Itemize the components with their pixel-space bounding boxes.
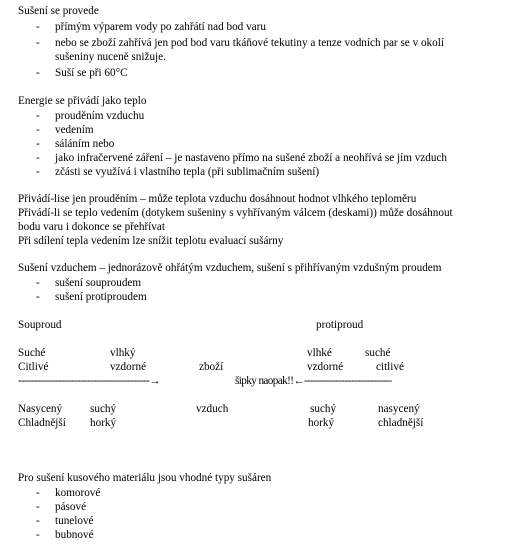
diagram-text: horký bbox=[90, 417, 117, 429]
paragraph-line: Přivádí-lise jen prouděním – může teplota vzduchu dosáhnout hodnot vlhkého teploměru bbox=[18, 193, 417, 205]
bullet-dash: - bbox=[36, 487, 40, 499]
list-item: zčásti se využívá i vlastního tepla (při sublimačním sušení) bbox=[55, 166, 320, 178]
section1-heading: Sušení se provede bbox=[18, 5, 99, 17]
list-item: nebo se zboží zahřívá jen pod bod varu tkáňové tekutiny a tenze vodních par se v okolí bbox=[55, 37, 444, 49]
list-item: tunelové bbox=[55, 515, 94, 527]
diagram-text: vzdorné bbox=[110, 361, 147, 373]
list-item: jako infračervené záření – je nastaveno přímo na sušené zboží a neohřívá se jím vzduch bbox=[55, 152, 448, 164]
list-item-continuation: sušeniny nuceně snižuje. bbox=[55, 51, 166, 63]
list-item: bubnové bbox=[55, 529, 94, 541]
diagram-text: chladnější bbox=[378, 417, 424, 429]
diagram-text: suchý bbox=[310, 403, 337, 415]
bullet-dash: - bbox=[36, 37, 40, 49]
diagram-text: vzduch bbox=[196, 403, 229, 415]
diagram-text: Nasycený bbox=[18, 403, 63, 415]
arrow-line-left: šipky naopak!!←---------------------------- bbox=[235, 375, 392, 387]
bullet-dash: - bbox=[36, 166, 40, 178]
paragraph-line: Při sdílení tepla vedením lze snížit teplotu evaluací sušárny bbox=[18, 235, 284, 247]
list-item: sušení protiproudem bbox=[55, 291, 147, 303]
diagram-text: vlhké bbox=[307, 347, 332, 359]
bullet-dash: - bbox=[36, 21, 40, 33]
diagram-text: zboží bbox=[199, 361, 224, 373]
section3-heading: Sušení vzduchem – jednorázově ohřátým vzduchem, sušení s přihřívaným vzdušným proudem bbox=[18, 262, 442, 274]
bullet-dash: - bbox=[36, 152, 40, 164]
diagram-text: nasycený bbox=[378, 403, 420, 415]
souproud-label: Souproud bbox=[18, 319, 62, 331]
bullet-dash: - bbox=[36, 501, 40, 513]
bullet-dash: - bbox=[36, 529, 40, 541]
list-item: vedením bbox=[55, 124, 94, 136]
list-item: prouděním vzduchu bbox=[55, 110, 145, 122]
section2-heading: Energie se přivádí jako teplo bbox=[18, 95, 147, 107]
diagram-text: suchý bbox=[90, 403, 117, 415]
diagram-text: Chladnější bbox=[18, 417, 66, 429]
list-item: Suší se při 60°C bbox=[55, 67, 128, 79]
list-item: sušení souproudem bbox=[55, 277, 142, 289]
list-item: pásové bbox=[55, 501, 87, 513]
bullet-dash: - bbox=[36, 277, 40, 289]
section4-heading: Pro sušení kusového materiálu jsou vhodné typy sušáren bbox=[18, 472, 272, 484]
list-item: komorové bbox=[55, 487, 101, 499]
diagram-text: vzdorné bbox=[307, 361, 344, 373]
diagram-text: Suché bbox=[18, 347, 46, 359]
bullet-dash: - bbox=[36, 515, 40, 527]
diagram-text: vlhký bbox=[110, 347, 136, 359]
paragraph-line: bodu varu i dokonce se přehřívat bbox=[18, 221, 165, 233]
list-item: sáláním nebo bbox=[55, 138, 115, 150]
bullet-dash: - bbox=[36, 67, 40, 79]
diagram-text: suché bbox=[365, 347, 391, 359]
arrow-line-right: ------------------------------------------→ bbox=[18, 375, 160, 387]
diagram-text: horký bbox=[308, 417, 335, 429]
diagram-text: Citlivé bbox=[18, 361, 49, 373]
protiproud-label: protiproud bbox=[316, 319, 364, 331]
bullet-dash: - bbox=[36, 291, 40, 303]
list-item: přímým výparem vody po zahřátí nad bod varu bbox=[55, 21, 266, 33]
bullet-dash: - bbox=[36, 110, 40, 122]
bullet-dash: - bbox=[36, 124, 40, 136]
paragraph-line: Přivádí-li se teplo vedením (dotykem sušeniny s vyhřívaným válcem (deskami)) může dosáhnout bbox=[18, 207, 453, 219]
diagram-text: citlivé bbox=[376, 361, 404, 373]
bullet-dash: - bbox=[36, 138, 40, 150]
